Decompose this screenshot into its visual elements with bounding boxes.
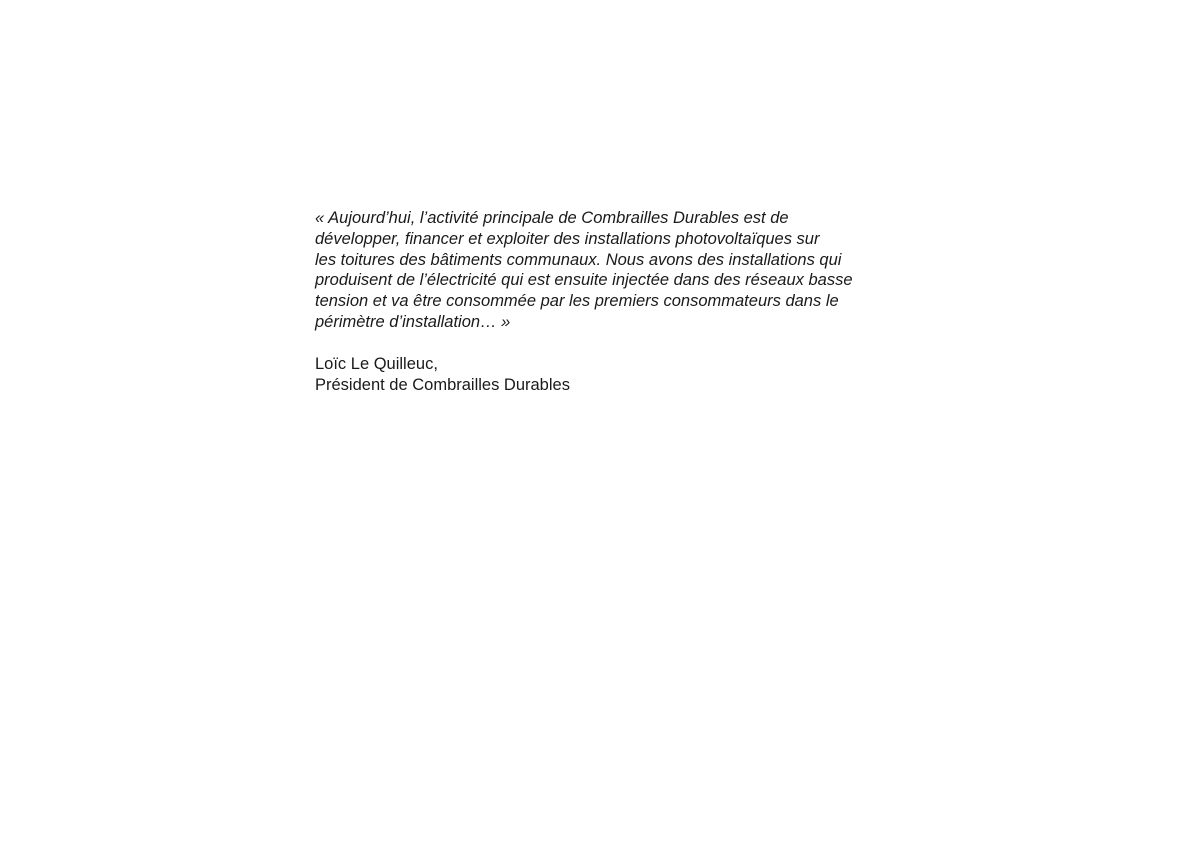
attribution-name: Loïc Le Quilleuc,	[315, 355, 438, 373]
attribution	[315, 354, 915, 396]
quote-line: périmètre d’installation… »	[315, 312, 511, 331]
quote-line: les toitures des bâtiments communaux. Nous avons des installations qui	[315, 250, 842, 269]
attribution-role: Président de Combrailles Durables	[315, 376, 570, 394]
quote-line: « Aujourd’hui, l’activité principale de Combrailles Durables est de	[315, 209, 789, 227]
quote-line: tension et va être consommée par les premiers consommateurs dans le	[315, 292, 839, 311]
quote-block	[315, 208, 915, 333]
quote-line: développer, financer et exploiter des installations photovoltaïques sur	[315, 229, 820, 248]
quote-line: produisent de l’électricité qui est ensuite injectée dans des réseaux basse	[315, 271, 853, 290]
